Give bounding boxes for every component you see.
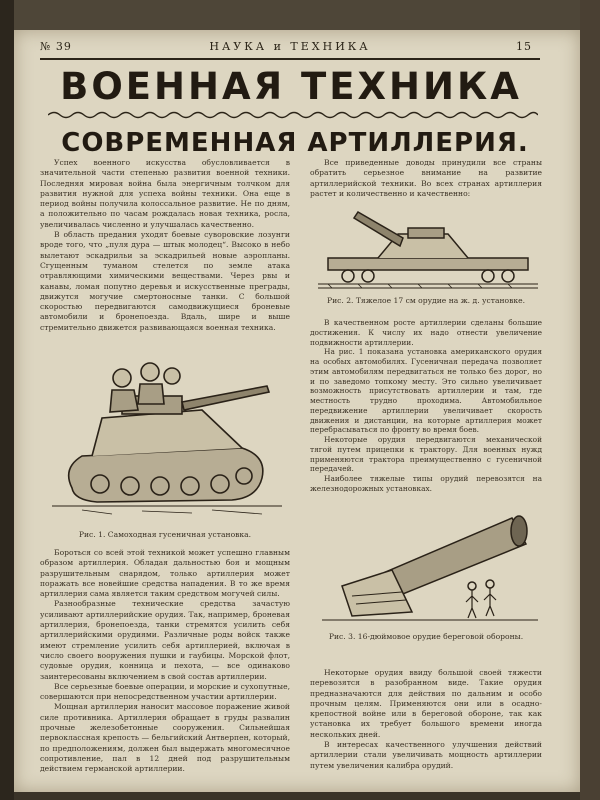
figure-caption: Рис. 2. Тяжелое 17 см орудие на ж. д. установке. [326, 296, 526, 305]
figure-caption: Рис. 3. 16-дюймовое орудие береговой обороны. [328, 632, 524, 641]
book-binding [0, 0, 14, 800]
paragraph: На рис. 1 показана установка американского орудия на особых автомобилях. Гусеничная передача позволяет этим автомобилям передвигаться не только без дорог, но и по заведомо топкому месту. Это сильно увеличивает возможность присутствовать артиллерии и там, где местность трудно проходима. Автомобильное передвижение артиллерии увеличивает скорость движения и дистанции, на которые артиллерия может перебрасываться по фронту во время боев. [310, 347, 542, 435]
paragraph: Бороться со всей этой техникой может успешно главным образом артиллерия. Обладая дальностью боя и мощным разрушительным снарядом, только артиллерия может поражать все новейшие средства нападения. В то же время артиллерия сама является таким средством могучей силы. [40, 548, 290, 599]
railway-gun-figure [318, 206, 538, 292]
paragraph: Наиболее тяжелые типы орудий перевозятся на железнодорожных установках. [310, 474, 542, 494]
section-title: ВОЕННАЯ ТЕХНИКА [60, 65, 522, 108]
column-right-top [310, 158, 542, 208]
paragraph: Некоторые орудия передвигаются механической тягой путем прицепки к трактору. Для военных нужд применяются трактора преимущественно с гусеничной передачей. [310, 435, 542, 474]
header-rule [40, 58, 540, 60]
page-top-shadow [14, 0, 580, 30]
journal-name: НАУКА и ТЕХНИКА [209, 40, 371, 53]
figure-caption: Рис. 1. Самоходная гусеничная установка. [78, 530, 252, 539]
tracked-vehicle-figure [52, 338, 282, 518]
column-left-top [40, 158, 290, 348]
article-title: СОВРЕМЕННАЯ АРТИЛЛЕРИЯ. [61, 128, 529, 158]
column-right-bottom [310, 668, 542, 784]
page-number: 15 [516, 40, 532, 53]
paragraph: Разнообразные технические средства зачастую усиливают артиллерийские орудия. Так, например, броневая артиллерия, бронепоезда, танки стремятся усилить себя артиллерийскими орудиями. Различные роды войск также имеют стремление усилить себя артиллерией, включая в число своего вооружения пушки и гаубицы. Морской флот, судовые орудия, конница и пехота, — все одинаково заинтересованы включением в свой состав артиллерии. [40, 599, 290, 681]
coastal-gun-figure [322, 500, 538, 628]
paragraph: Успех военного искусства обусловливается в значительной части степенью развития военной техники. Последняя мировая война была энергичным толчком для развития нужной для успеха войны техники. Она еще в период войны получила колоссальное развитие. Не по дням, а положительно по часам рождалась новая техника, росла, увеличивалась численно и улучшалась качественно. [40, 158, 290, 229]
book-edge [580, 0, 600, 800]
paragraph: Мощная артиллерия наносит массовое поражение живой силе противника. Артиллерия обращает в груды развалин прочные железобетонные сооружения. Сильнейшая первоклассная крепость — бельгийский Антверпен, который, по предположениям, должен был выдержать многомесячное сопротивление, пал в 12 дней под разрушительным действием германской артиллерии. [40, 702, 290, 774]
paragraph: В качественном росте артиллерии сделаны большие достижения. К числу их надо отнести увеличение подвижности артиллерии. [310, 318, 542, 347]
paragraph: В область предания уходят боевые суворовские лозунги вроде того, что „пуля дура — штык молодец“. Высоко в небо вылетают эскадрильи за эскадрильей новые аэропланы. Сгущенным туманом стелется по земле атака отравляющими химическими веществами. Через рвы и канавы, ломая попутно деревья и искусственные преграды, движутся могучие смертоносные танки. С большой скоростью передвигаются самодвижущиеся броневые автомобили и бронепоезда. Вдаль, шире и выше стремительно движется развивающаяся военная техника. [40, 230, 290, 332]
paragraph: Все серьезные боевые операции, и морские и сухопутные, совершаются при непосредственном участии артиллерии. [40, 681, 290, 702]
column-left-bottom [40, 548, 290, 784]
paragraph: В интересах качественного улучшения действий артиллерии стали увеличивать мощность артиллерии путем увеличения калибра орудий. [310, 740, 542, 770]
paragraph: Все приведенные доводы принудили все страны обратить серьезное внимание на развитие артиллерийской техники. Во всех странах артиллерия растет и количественно и качественно: [310, 158, 542, 198]
issue-number: № 39 [40, 40, 72, 53]
paragraph: Некоторые орудия ввиду большой своей тяжести перевозятся в разобранном виде. Такие орудия предназначаются для действия по дальним и особо прочным целям. Применяются они или в осадно-крепостной войне или в береговой обороне, так как установка их требует большого времени иногда нескольких дней. [310, 668, 542, 739]
ornamental-border [48, 110, 538, 120]
column-right-middle [310, 318, 542, 500]
running-header [40, 40, 540, 56]
